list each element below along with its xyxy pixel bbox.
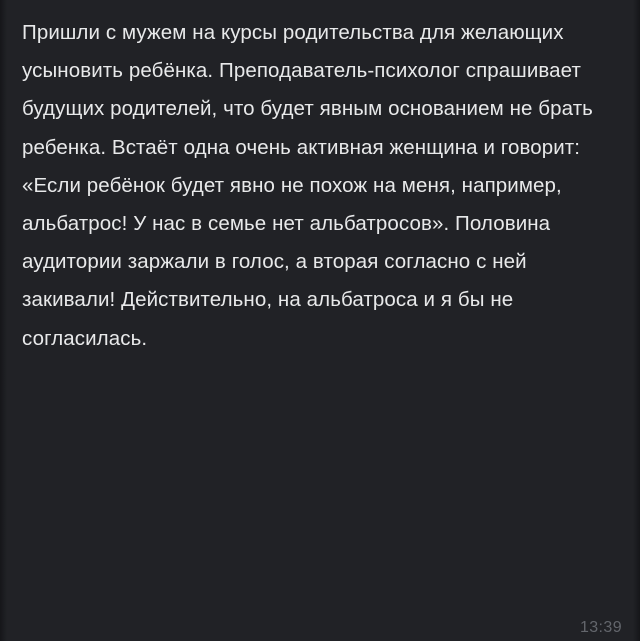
message-timestamp: 13:39: [579, 619, 622, 636]
message-text: Пришли с мужем на курсы родительства для желающих усыновить ребёнка. Преподаватель-психолог спрашивает будущих родителей, что будет явным основанием не брать ребенка. Встаёт одна очень активная женщина и говорит: «Если ребёнок будет явно не похож на меня, например, альбатрос! У нас в семье нет альбатросов». Половина аудитории заржали в голос, а вторая согласно с ней закивали! Действительно, на альбатроса и я бы не согласилась.: [22, 21, 599, 350]
